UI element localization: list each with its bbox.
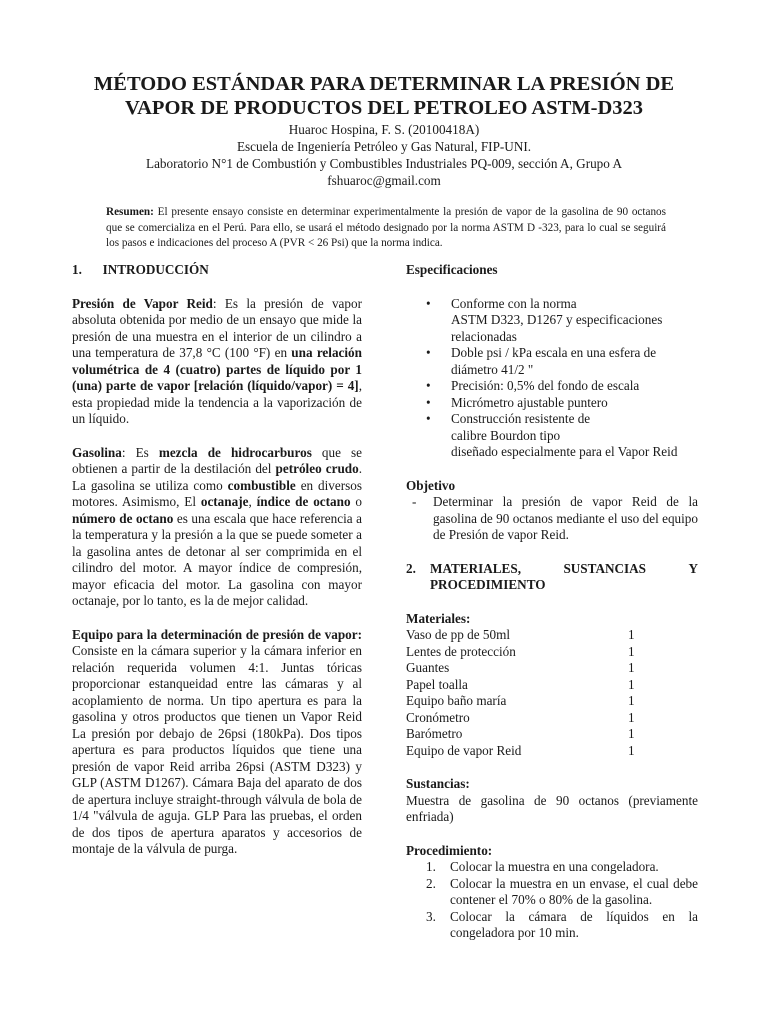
- procedure-step-text: Colocar la muestra en un envase, el cual debe contener el 70% o 80% de la gasolina.: [450, 875, 698, 907]
- objective-dash: -: [412, 494, 417, 509]
- materials-table: [406, 627, 698, 759]
- gasoline-term: petróleo crudo: [275, 461, 359, 476]
- gasoline-term: octanaje: [200, 494, 249, 509]
- procedure-step: [406, 909, 698, 942]
- section-1-title: INTRODUCCIÓN: [102, 262, 209, 277]
- abstract: [106, 205, 666, 252]
- spec-item: • Conforme con la norma ASTM D323, D1267 y especificaciones relacionadas: [406, 296, 698, 346]
- reid-pressure-text-2: , esta propiedad mide la tendencia a la vaporización de un líquido.: [72, 378, 362, 426]
- abstract-label: Resumen:: [106, 206, 154, 218]
- gasoline-text: es una escala que hace referencia a la temperatura y la presión a la que se puede someter a la gasolina antes de detonar al ser comprimida en el cilindro del motor. A mayor índice de compresión, mayor eficacia del motor. La gasolina con mayor octanaje, por lo tanto, es la de mejor calidad.: [72, 510, 363, 608]
- material-name: Cronómetro: [406, 709, 470, 725]
- spec-item: • Construcción resistente de calibre Bourdon tipo diseñado especialmente para el Vapor Reid: [406, 411, 698, 461]
- section-2-word-3: Y: [688, 560, 698, 576]
- material-name: Equipo baño maría: [406, 693, 507, 708]
- gasoline-paragraph: [72, 445, 362, 610]
- procedure-heading: Procedimiento:: [406, 842, 493, 858]
- material-row: [406, 677, 698, 694]
- document-title: [60, 72, 708, 120]
- material-qty: 1: [628, 693, 635, 708]
- substances-text: Muestra de gasolina de 90 octanos (previamente enfriada): [406, 792, 698, 824]
- material-qty: 1: [628, 643, 635, 659]
- procedure-step-number: 2.: [426, 875, 436, 891]
- equipment-term: Equipo para la determinación de presión de vapor:: [72, 626, 362, 642]
- spec-item: • Doble psi / kPa escala en una esfera de diámetro 41/2 ": [406, 345, 698, 378]
- spec-item: • Micrómetro ajustable puntero: [406, 395, 698, 412]
- reid-pressure-paragraph: [72, 296, 362, 428]
- gasoline-term: índice de octano: [256, 494, 351, 509]
- gasoline-term: mezcla de hidrocarburos: [158, 444, 312, 460]
- material-name: Equipo de vapor Reid: [406, 742, 522, 758]
- procedure-step: [406, 859, 698, 876]
- procedure-step-text: Colocar la cámara de líquidos en la congeladora por 10 min.: [450, 908, 698, 940]
- author-block: [60, 121, 708, 189]
- section-2-number: 2.: [406, 560, 416, 576]
- objective-text: Determinar la presión de vapor Reid de la gasolina de 90 octanos mediante el uso del equipo de Presión de vapor Reid.: [433, 494, 698, 542]
- section-2-word-1: MATERIALES,: [430, 560, 521, 576]
- section-2-heading-cont: PROCEDIMIENTO: [430, 577, 546, 592]
- abstract-text: El presente ensayo consiste en determinar experimentalmente la presión de vapor de la gasolina de 90 octanos que se comercializa en el Perú. Para ello, se usará el método designado por la norma ASTM D -323, para lo cual se seguirá los pasos e indicaciones del proceso A (PVR < 26 Psi) que la norma indica.: [106, 206, 666, 250]
- procedure-step: [406, 876, 698, 909]
- substances-heading: Sustancias:: [406, 776, 470, 791]
- gasoline-text: : Es: [121, 444, 159, 460]
- gasoline-term: Gasolina: [72, 444, 122, 460]
- material-qty: 1: [628, 726, 635, 741]
- specs-list: [406, 296, 698, 461]
- procedure-step-text: Colocar la muestra en una congeladora.: [450, 859, 659, 874]
- title-line-1: MÉTODO ESTÁNDAR PARA DETERMINAR LA PRESIÓN DE: [93, 73, 675, 95]
- spec-item: • Precisión: 0,5% del fondo de escala: [406, 378, 698, 395]
- gasoline-term: combustible: [227, 477, 296, 493]
- material-row: [406, 693, 698, 710]
- reid-pressure-term: Presión de Vapor Reid: [72, 295, 213, 311]
- left-column: [72, 262, 362, 858]
- material-qty: 1: [628, 660, 635, 675]
- gasoline-text: o: [350, 494, 363, 509]
- author-school: Escuela de Ingeniería Petróleo y Gas Natural, FIP-UNI.: [236, 139, 532, 154]
- material-name: Papel toalla: [406, 676, 468, 692]
- material-row: [406, 743, 698, 760]
- material-qty: 1: [628, 742, 635, 758]
- gasoline-text: ,: [248, 494, 257, 509]
- reid-pressure-text-1: : Es la presión de vapor absoluta obtenida por medio de un ensayo que mide la presión de una muestra en el interior de un cilindro a una temperatura de 37,8 °C (100 °F) en: [72, 295, 362, 360]
- material-name: Guantes: [406, 660, 450, 675]
- section-2-word-2: SUSTANCIAS: [563, 560, 647, 576]
- material-row: [406, 644, 698, 661]
- gasoline-text: . La gasolina se utiliza como: [72, 461, 363, 493]
- right-column: [406, 262, 698, 942]
- procedure-step-number: 3.: [426, 908, 436, 924]
- material-row: [406, 660, 698, 677]
- material-row: [406, 710, 698, 727]
- procedure-list: [406, 859, 698, 942]
- section-1-number: 1.: [72, 262, 82, 277]
- reid-pressure-ratio: una relación volumétrica de 4 (cuatro) partes de líquido por 1 (una) parte de vapor [relación (líquido/vapor) = 4]: [72, 345, 362, 393]
- material-name: Vaso de pp de 50ml: [406, 627, 511, 642]
- author-email[interactable]: fshuaroc@gmail.com: [327, 173, 441, 188]
- objective-item: [406, 494, 698, 544]
- title-line-2: VAPOR DE PRODUCTOS DEL PETROLEO ASTM-D323: [124, 97, 644, 119]
- material-qty: 1: [628, 676, 635, 692]
- material-qty: 1: [628, 709, 635, 725]
- materials-heading: Materiales:: [406, 610, 471, 626]
- equipment-text: Consiste en la cámara superior y la cámara inferior en relación requerida volumen 4:1. Juntas tóricas proporcionar estanqueidad entre las cámaras y al acoplamiento de norma. Un tipo apertura es para la gasolina y otros productos que tienen un Vapor Reid La presión por debajo de 26psi (180kPa). Dos tipos apertura es para productos líquidos que tiene una presión de vapor Reid arriba 26psi (ASTM D323) y GLP (ASTM D1267). Cámara Baja del aparato de dos de apertura incluye straight-through válvula de bola de 1/4 "válvula de aguja. GLP Para las pruebas, el orden de dos tipos de apertura aparatos y accesorios de montaje de la válvula de purga.: [72, 643, 362, 856]
- procedure-step-number: 1.: [426, 859, 436, 874]
- gasoline-text: que se obtienen a partir de la destilación del: [72, 444, 362, 476]
- section-1-heading: [72, 262, 362, 279]
- gasoline-text: en diversos motores. Asimismo, El: [72, 477, 362, 509]
- material-name: Barómetro: [406, 726, 463, 741]
- author-name: Huaroc Hospina, F. S. (20100418A): [288, 122, 480, 137]
- material-row: [406, 627, 698, 644]
- author-lab: Laboratorio N°1 de Combustión y Combustibles Industriales PQ-009, sección A, Grupo A: [146, 156, 622, 171]
- objective-heading: Objetivo: [406, 477, 456, 493]
- specs-heading: Especificaciones: [406, 262, 498, 277]
- section-2-heading: [406, 561, 698, 578]
- material-qty: 1: [628, 627, 635, 642]
- material-row: [406, 726, 698, 743]
- material-name: Lentes de protección: [406, 643, 516, 659]
- equipment-paragraph: [72, 627, 362, 858]
- gasoline-term: número de octano: [72, 510, 174, 526]
